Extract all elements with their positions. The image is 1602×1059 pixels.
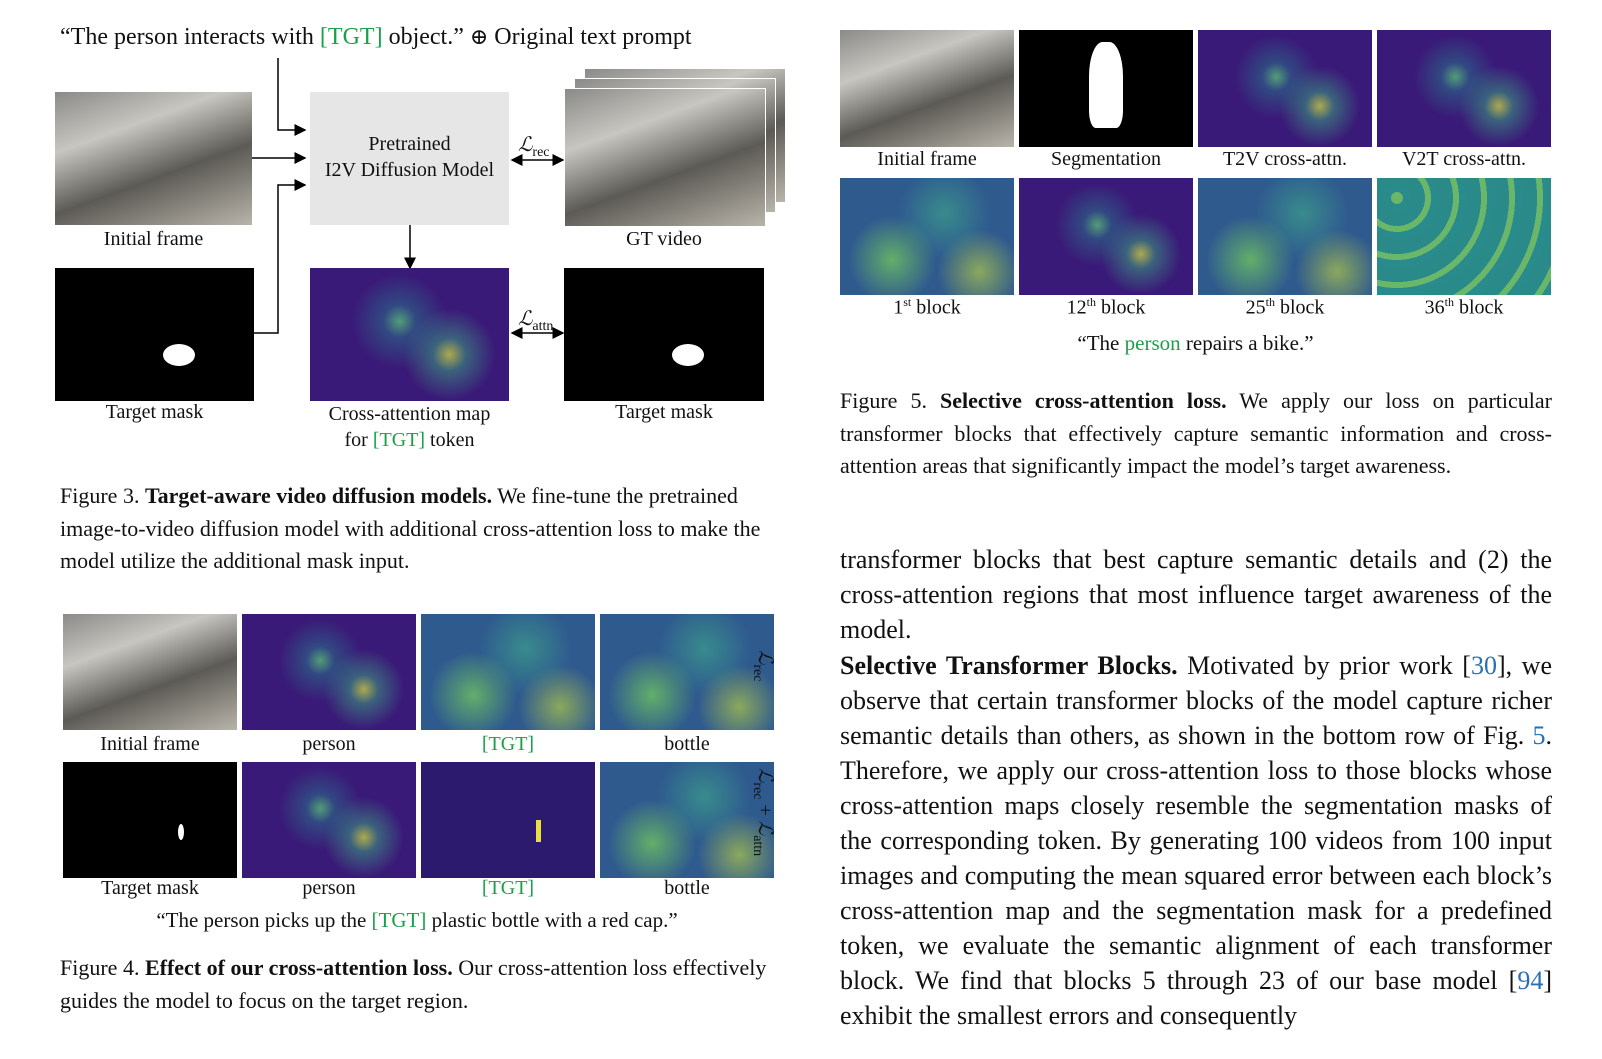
fig3-loss-rec: ℒ$_{rec}$ xyxy=(518,134,550,160)
fig5-prompt: “The person repairs a bike.” xyxy=(1077,331,1314,355)
fig4-row1-label-0: Initial frame xyxy=(100,733,200,755)
fig4-row1-label-2: [TGT] xyxy=(481,733,535,755)
fig3-label-gt: GT video xyxy=(626,228,702,250)
fig3-loss-attn: ℒ$_{attn}$ xyxy=(518,308,554,334)
fig3-label-target-mask-left: Target mask xyxy=(105,401,204,423)
fig3-prompt-pre: “The person interacts with xyxy=(60,24,320,50)
fig5-row2-label-0: 1st block xyxy=(893,295,961,319)
fig4-person-attn-image xyxy=(242,762,416,878)
fig4-side-label-rec-attn: ℒ$_{rec}$ + ℒ$_{attn}$ xyxy=(750,768,776,857)
fig3-target-mask-left-image xyxy=(55,268,254,401)
fig3-model-line2: I2V Diffusion Model xyxy=(324,159,495,181)
fig3-model-line1: Pretrained xyxy=(368,133,451,155)
fig4-caption: Figure 4. Effect of our cross-attention loss. Our cross-attention loss effectively guides the model to focus on the target region. xyxy=(60,955,767,1013)
fig5-block1-image xyxy=(840,178,1014,295)
fig3-model-box xyxy=(310,92,509,225)
figure-link[interactable]: 5 xyxy=(1532,721,1546,750)
fig5-t2v-image xyxy=(1198,30,1372,147)
mask-blob xyxy=(178,824,184,840)
fig5-block36-image xyxy=(1377,178,1551,295)
section-heading-selective-blocks: Selective Transformer Blocks. xyxy=(840,651,1178,680)
fig3-prompt-post: object.” xyxy=(382,24,464,50)
body-paragraph-2: Selective Transformer Blocks. Motivated by prior work [30], we observe that certain transformer blocks of the model capture richer semantic details than others, as shown in the bottom row of Fig. 5. Therefore, we apply our cross-attention loss to those blocks whose cross-attention maps closely resemble the segmentation masks of the corresponding token. By generating 100 videos from 100 input images and computing the mean squared error between each block’s cross-attention map and the segmentation mask for a predefined token, we evaluate the semantic alignment of each transformer block. We find that blocks 5 through 23 of our base model [94] exhibit the smallest errors and consequently xyxy=(840,651,1552,1030)
fig4-row1-label-3: bottle xyxy=(664,733,710,755)
fig4-side-label-rec: ℒ$_{rec}$ xyxy=(750,650,776,682)
fig4-tgt-rec-image xyxy=(421,614,595,730)
plus-circle-icon: ⊕ xyxy=(469,24,489,49)
fig5-row1-label-1: Segmentation xyxy=(1051,148,1161,170)
fig3-crossattn-map-image xyxy=(310,268,509,401)
fig3-gt-video-image xyxy=(564,88,766,227)
fig5-caption: Figure 5. Selective cross-attention loss. We apply our loss on particular transformer blocks that effectively capture semantic information and cross-attention areas that significantly impact the model’s target awareness. xyxy=(840,388,1552,478)
citation-link[interactable]: 94 xyxy=(1517,966,1544,995)
fig5-initial-frame-image xyxy=(840,30,1014,147)
figure-3 xyxy=(0,0,800,580)
fig5-v2t-image xyxy=(1377,30,1551,147)
fig5-row1-label-2: T2V cross-attn. xyxy=(1222,148,1348,170)
figure-5 xyxy=(830,0,1570,520)
citation-link[interactable]: 30 xyxy=(1470,651,1497,680)
mask-blob xyxy=(163,344,195,366)
fig5-segmentation-image xyxy=(1019,30,1193,147)
body-paragraph-1: transformer blocks that best capture semantic details and (2) the cross-attention regions that most influence target awareness of the model. xyxy=(840,545,1552,644)
fig3-label-target-mask-right: Target mask xyxy=(615,401,713,423)
fig4-row2-label-1: person xyxy=(302,877,356,899)
fig3-target-mask-right-image xyxy=(564,268,764,401)
fig5-block25-image xyxy=(1198,178,1372,295)
fig5-row2-label-1: 12th block xyxy=(1066,295,1146,319)
segmentation-silhouette xyxy=(1089,42,1123,128)
fig4-row2-label-0: Target mask xyxy=(101,877,199,899)
fig3-label-crossattn xyxy=(300,401,519,453)
fig3-caption: Figure 3. Target-aware video diffusion models. We fine-tune the pretrained image-to-video diffusion model with additional cross-attention loss to make the model utilize the additional mask input. xyxy=(60,483,761,573)
attn-highlight xyxy=(536,820,541,842)
mask-blob xyxy=(672,344,704,366)
fig5-row2-label-3: 36th block xyxy=(1424,295,1504,319)
fig4-bottle-attn-image xyxy=(600,762,774,878)
fig5-block12-image xyxy=(1019,178,1193,295)
fig5-row2-label-2: 25th block xyxy=(1245,295,1325,319)
fig3-prompt-tgt: [TGT] xyxy=(319,24,383,50)
fig4-person-rec-image xyxy=(242,614,416,730)
fig4-tgt-attn-image xyxy=(421,762,595,878)
fig4-row2-label-3: bottle xyxy=(664,877,710,899)
fig4-row2-label-2: [TGT] xyxy=(481,877,535,899)
arrow-prompt-to-model xyxy=(278,58,305,130)
fig4-bottle-rec-image xyxy=(600,614,774,730)
arrow-mask-to-model xyxy=(250,185,305,333)
fig4-initial-frame-image xyxy=(63,614,237,730)
fig3-label-initial: Initial frame xyxy=(103,228,204,250)
fig3-label-crossattn-line1: Cross-attention map xyxy=(328,403,491,425)
figure-4 xyxy=(0,600,810,1030)
fig4-target-mask-image xyxy=(63,762,237,878)
fig3-initial-frame-image xyxy=(55,92,252,225)
fig3-label-crossattn-line2: for [TGT] token xyxy=(344,429,475,451)
fig5-row1-label-0: Initial frame xyxy=(877,148,977,170)
fig4-prompt: “The person picks up the [TGT] plastic bottle with a red cap.” xyxy=(156,908,678,932)
fig4-row1-label-1: person xyxy=(302,733,356,755)
fig5-row1-label-3: V2T cross-attn. xyxy=(1401,148,1527,170)
fig3-prompt-suffix: Original text prompt xyxy=(488,24,692,50)
